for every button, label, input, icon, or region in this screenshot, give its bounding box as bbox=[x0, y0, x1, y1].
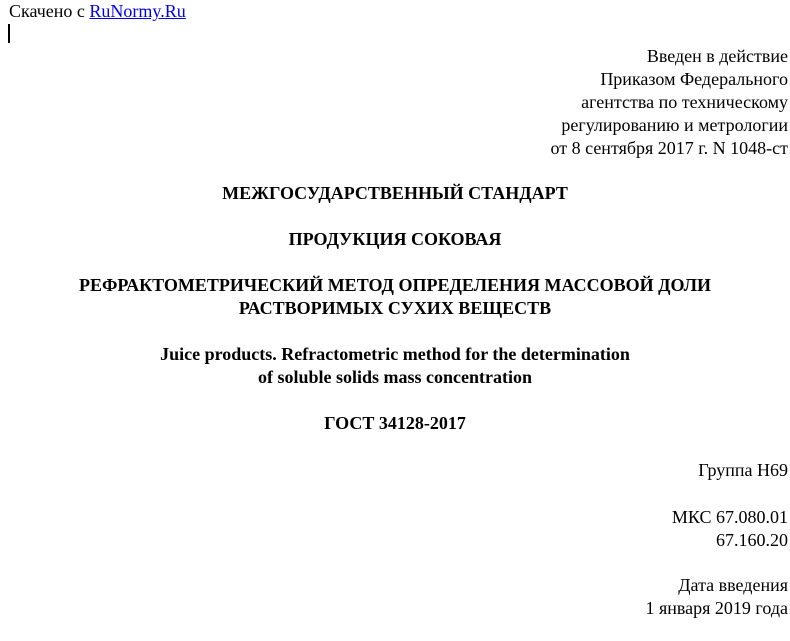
source-link[interactable]: RuNormy.Ru bbox=[89, 1, 186, 21]
group-code: Группа Н69 bbox=[698, 460, 788, 480]
product-heading: ПРОДУКЦИЯ СОКОВАЯ bbox=[288, 229, 502, 249]
effective-date-value: 1 января 2019 года bbox=[645, 598, 788, 618]
introduction-block bbox=[550, 45, 788, 160]
text-cursor bbox=[8, 24, 10, 43]
introduction-line: агентства по техническому bbox=[581, 92, 788, 112]
introduction-line: от 8 сентября 2017 г. N 1048-ст bbox=[550, 138, 788, 158]
introduction-line: регулированию и метрологии bbox=[561, 115, 788, 135]
effective-date-label: Дата введения bbox=[678, 575, 788, 595]
source-prefix: Скачено с bbox=[9, 1, 85, 21]
mks-codes bbox=[672, 506, 788, 552]
english-title-line: Juice products. Refractometric method for the determination bbox=[160, 344, 630, 364]
mks-code: МКС 67.080.01 bbox=[671, 507, 788, 527]
russian-title bbox=[0, 274, 790, 320]
russian-title-line: РЕФРАКТОМЕТРИЧЕСКИЙ МЕТОД ОПРЕДЕЛЕНИЯ МАССОВОЙ ДОЛИ bbox=[78, 275, 712, 295]
english-title-line: of soluble solids mass concentration bbox=[257, 367, 533, 387]
standard-type-heading: МЕЖГОСУДАРСТВЕННЫЙ СТАНДАРТ bbox=[222, 183, 568, 203]
effective-date-block bbox=[645, 574, 788, 620]
source-line bbox=[9, 0, 186, 23]
introduction-line: Приказом Федерального bbox=[600, 69, 788, 89]
introduction-line: Введен в действие bbox=[646, 46, 788, 66]
mks-code: 67.160.20 bbox=[716, 530, 788, 550]
english-title bbox=[0, 343, 790, 389]
standard-designation: ГОСТ 34128-2017 bbox=[324, 413, 466, 433]
russian-title-line: РАСТВОРИМЫХ СУХИХ ВЕЩЕСТВ bbox=[238, 298, 552, 318]
